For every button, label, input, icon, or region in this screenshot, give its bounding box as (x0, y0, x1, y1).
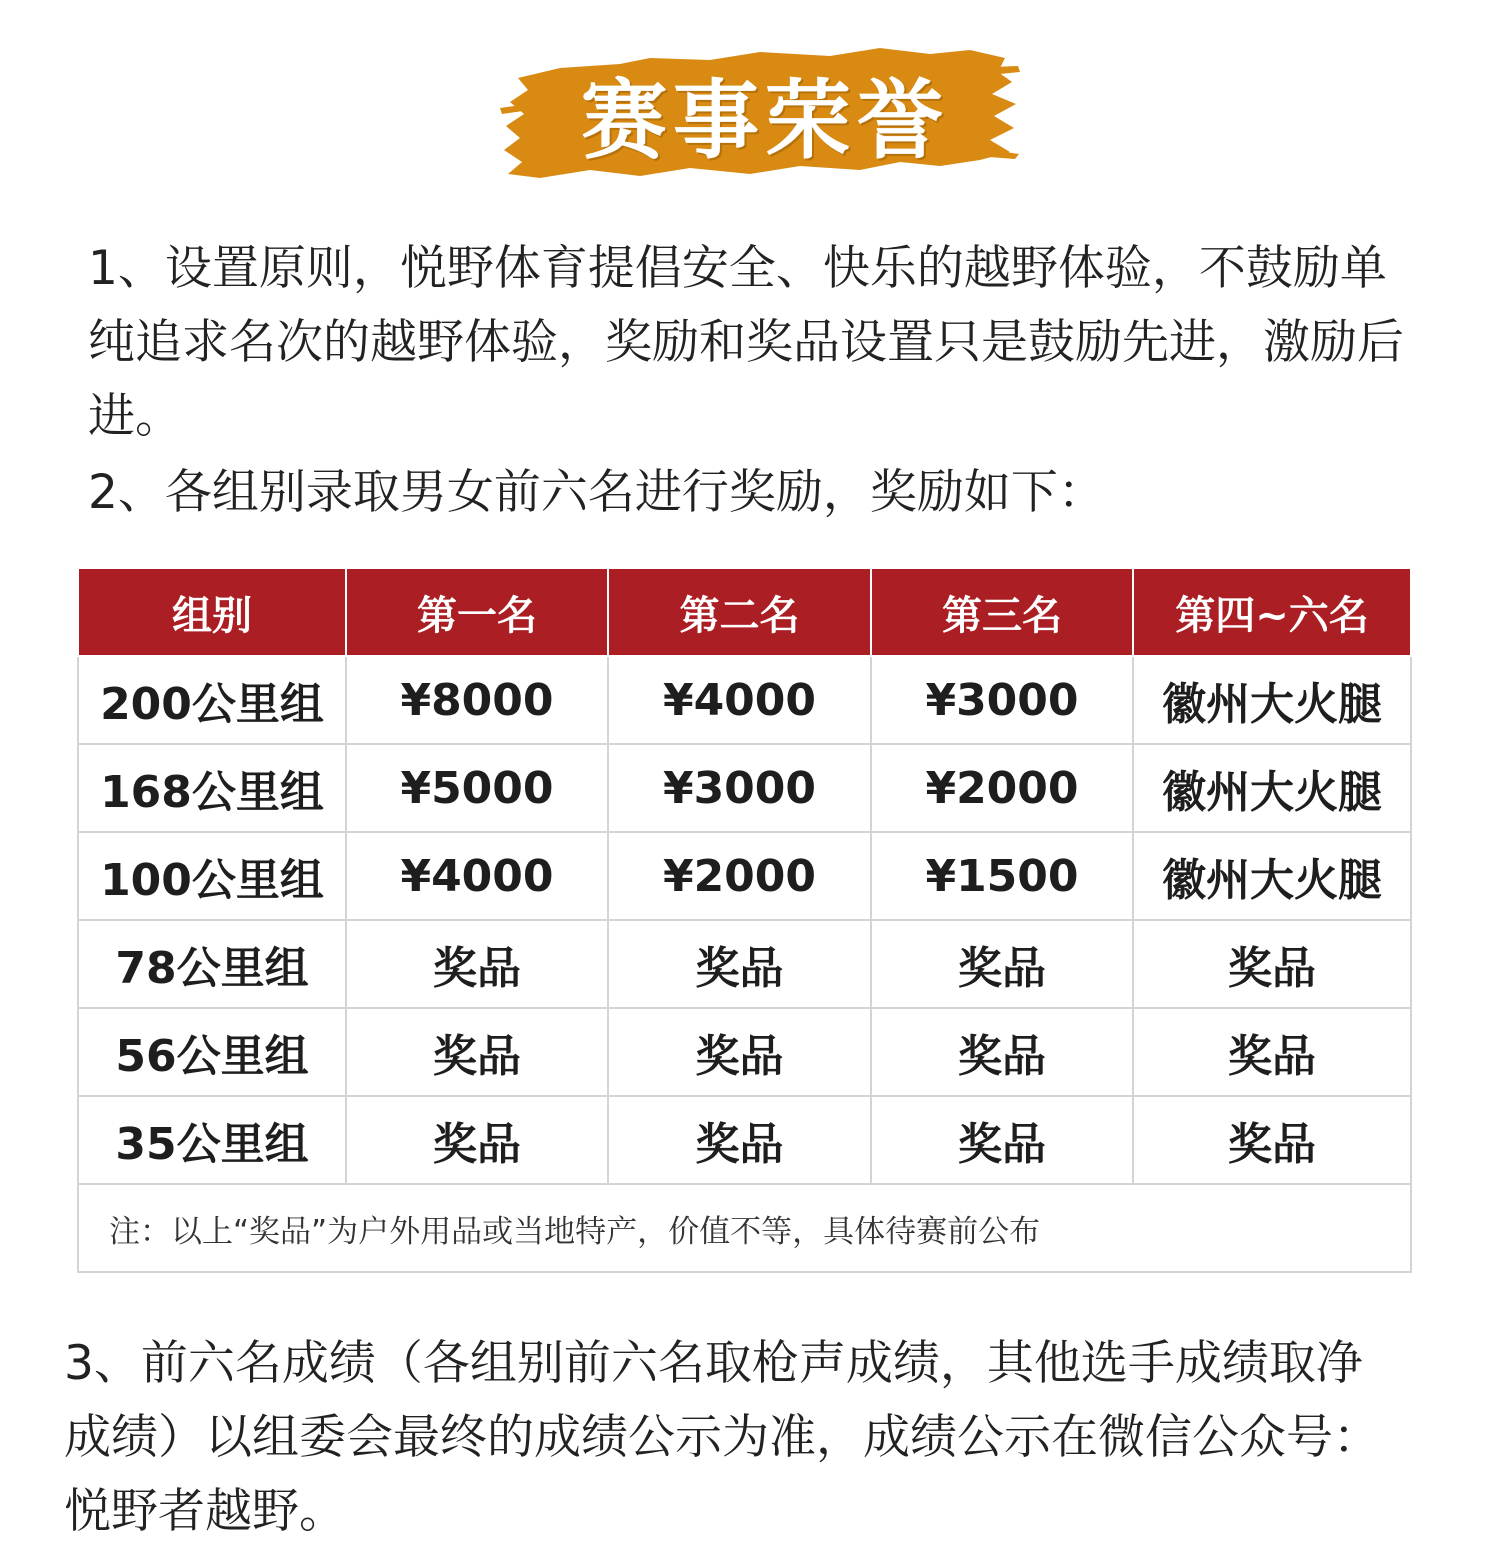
prize-cell: 奖品 (871, 1096, 1133, 1184)
prize-cell: ¥1500 (871, 832, 1133, 920)
prize-cell: ¥4000 (346, 832, 608, 920)
table-header-row (78, 568, 1411, 656)
page-title: 赛事荣誉 (581, 70, 949, 171)
prize-cell: 奖品 (346, 1096, 608, 1184)
prize-cell: 奖品 (1133, 920, 1411, 1008)
group-cell: 35公里组 (78, 1096, 346, 1184)
prize-cell: ¥2000 (871, 744, 1133, 832)
prize-cell: 奖品 (871, 1008, 1133, 1096)
prize-cell: 奖品 (346, 920, 608, 1008)
prize-cell: ¥5000 (346, 744, 608, 832)
prize-cell: 奖品 (1133, 1008, 1411, 1096)
rule-paragraph-2: 2、各组别录取男女前六名进行奖励，奖励如下： (88, 465, 1105, 520)
table-row (78, 744, 1411, 832)
header-first-place: 第一名 (346, 568, 608, 656)
table-row (78, 656, 1411, 744)
prize-cell: 奖品 (608, 1096, 871, 1184)
header-second-place: 第二名 (608, 568, 871, 656)
group-cell: 168公里组 (78, 744, 346, 832)
rule-paragraph-1: 1、设置原则，悦野体育提倡安全、快乐的越野体验，不鼓励单纯追求名次的越野体验，奖励和奖品设置只是鼓励先进，激励后进。 (88, 241, 1404, 444)
table-note: 注：以上“奖品”为户外用品或当地特产，价值不等，具体待赛前公布 (78, 1184, 1411, 1272)
group-cell: 200公里组 (78, 656, 346, 744)
prize-cell: ¥2000 (608, 832, 871, 920)
header-third-place: 第三名 (871, 568, 1133, 656)
prize-cell: 奖品 (346, 1008, 608, 1096)
title-banner (500, 38, 1020, 188)
header-group: 组别 (78, 568, 346, 656)
prize-cell: 奖品 (871, 920, 1133, 1008)
table-row (78, 832, 1411, 920)
table-row (78, 1008, 1411, 1096)
prize-cell: 奖品 (608, 920, 871, 1008)
header-fourth-to-sixth: 第四~六名 (1133, 568, 1411, 656)
group-cell: 100公里组 (78, 832, 346, 920)
prize-cell: 徽州大火腿 (1133, 744, 1411, 832)
prize-cell: ¥4000 (608, 656, 871, 744)
rule-paragraph-3: 3、前六名成绩（各组别前六名取枪声成绩，其他选手成绩取净成绩）以组委会最终的成绩公示为准，成绩公示在微信公众号：悦野者越野。 (64, 1336, 1380, 1539)
prize-cell: ¥3000 (871, 656, 1133, 744)
prize-cell: 徽州大火腿 (1133, 832, 1411, 920)
table-row (78, 1096, 1411, 1184)
prize-cell: ¥3000 (608, 744, 871, 832)
group-cell: 56公里组 (78, 1008, 346, 1096)
prize-cell: ¥8000 (346, 656, 608, 744)
table-row (78, 920, 1411, 1008)
table-note-row (78, 1184, 1411, 1272)
prize-table (77, 567, 1412, 1273)
prize-cell: 奖品 (1133, 1096, 1411, 1184)
group-cell: 78公里组 (78, 920, 346, 1008)
prize-cell: 奖品 (608, 1008, 871, 1096)
prize-cell: 徽州大火腿 (1133, 656, 1411, 744)
